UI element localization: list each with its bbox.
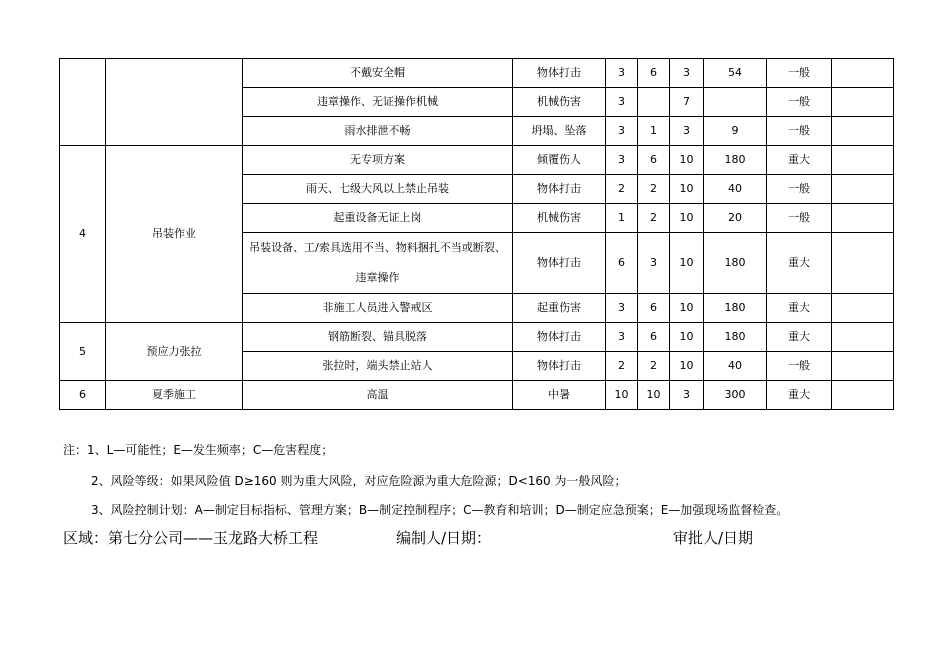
cell-e [638, 88, 670, 117]
cell-accident: 中暑 [513, 381, 606, 410]
cell-c: 10 [670, 204, 704, 233]
cell-e: 1 [638, 117, 670, 146]
cell-level: 重大 [767, 294, 832, 323]
cell-d: 20 [704, 204, 767, 233]
cell-no: 5 [60, 323, 106, 381]
cell-no: 6 [60, 381, 106, 410]
compiler-label: 编制人/日期： [396, 529, 492, 547]
cell-activity: 吊装作业 [106, 146, 243, 323]
cell-l: 3 [606, 294, 638, 323]
cell-e: 10 [638, 381, 670, 410]
cell-accident: 起重伤害 [513, 294, 606, 323]
cell-level: 一般 [767, 175, 832, 204]
cell-d: 40 [704, 352, 767, 381]
cell-d: 9 [704, 117, 767, 146]
cell-l: 3 [606, 88, 638, 117]
note-control-plan: 3、风险控制计划：A—制定目标指标、管理方案；B—制定控制程序；C—教育和培训；D—制定应急预案；E—加强现场监督检查。 [91, 503, 789, 517]
cell-hazard: 吊装设备、工/索具选用不当、物料捆扎不当或断裂、违章操作 [243, 233, 513, 294]
cell-e: 2 [638, 175, 670, 204]
cell-d: 180 [704, 294, 767, 323]
cell-control [832, 117, 894, 146]
cell-d: 180 [704, 146, 767, 175]
cell-control [832, 204, 894, 233]
cell-level: 一般 [767, 117, 832, 146]
cell-control [832, 294, 894, 323]
cell-activity: 预应力张拉 [106, 323, 243, 381]
note-legend: 注：1、L—可能性；E—发生频率；C—危害程度； [63, 443, 334, 457]
cell-c: 3 [670, 381, 704, 410]
table-row [60, 146, 894, 175]
cell-level: 重大 [767, 323, 832, 352]
cell-d: 54 [704, 59, 767, 88]
cell-level: 一般 [767, 352, 832, 381]
cell-level: 一般 [767, 59, 832, 88]
cell-hazard: 高温 [243, 381, 513, 410]
cell-control [832, 381, 894, 410]
cell-level: 一般 [767, 88, 832, 117]
cell-no [60, 59, 106, 146]
cell-level: 重大 [767, 146, 832, 175]
cell-no: 4 [60, 146, 106, 323]
approver-label: 审批人/日期 [673, 529, 754, 547]
cell-accident: 物体打击 [513, 233, 606, 294]
cell-hazard: 雨天、七级大风以上禁止吊装 [243, 175, 513, 204]
cell-c: 7 [670, 88, 704, 117]
cell-accident: 机械伤害 [513, 204, 606, 233]
cell-level: 重大 [767, 381, 832, 410]
cell-d: 300 [704, 381, 767, 410]
cell-hazard: 违章操作、无证操作机械 [243, 88, 513, 117]
cell-l: 3 [606, 323, 638, 352]
cell-c: 10 [670, 323, 704, 352]
cell-e: 6 [638, 323, 670, 352]
cell-e: 2 [638, 352, 670, 381]
cell-level: 重大 [767, 233, 832, 294]
table-row [60, 323, 894, 352]
risk-table [59, 58, 894, 410]
cell-c: 10 [670, 175, 704, 204]
cell-level: 一般 [767, 204, 832, 233]
cell-l: 10 [606, 381, 638, 410]
cell-hazard: 非施工人员进入警戒区 [243, 294, 513, 323]
cell-e: 6 [638, 59, 670, 88]
cell-l: 3 [606, 117, 638, 146]
cell-hazard: 不戴安全帽 [243, 59, 513, 88]
cell-d [704, 88, 767, 117]
cell-activity: 夏季施工 [106, 381, 243, 410]
note-risk-level: 2、风险等级：如果风险值 D≥160 则为重大风险，对应危险源为重大危险源；D<160 为一般风险； [91, 474, 627, 488]
cell-e: 6 [638, 146, 670, 175]
cell-c: 3 [670, 59, 704, 88]
cell-activity [106, 59, 243, 146]
cell-accident: 物体打击 [513, 59, 606, 88]
cell-control [832, 323, 894, 352]
cell-d: 180 [704, 233, 767, 294]
cell-accident: 物体打击 [513, 323, 606, 352]
cell-e: 2 [638, 204, 670, 233]
cell-l: 2 [606, 352, 638, 381]
cell-hazard: 起重设备无证上岗 [243, 204, 513, 233]
cell-hazard: 张拉时，端头禁止站人 [243, 352, 513, 381]
cell-e: 6 [638, 294, 670, 323]
cell-control [832, 352, 894, 381]
cell-accident: 倾覆伤人 [513, 146, 606, 175]
cell-c: 10 [670, 352, 704, 381]
cell-accident: 物体打击 [513, 175, 606, 204]
footer [63, 527, 893, 547]
cell-l: 6 [606, 233, 638, 294]
cell-c: 10 [670, 233, 704, 294]
cell-c: 10 [670, 146, 704, 175]
cell-accident: 物体打击 [513, 352, 606, 381]
table-row [60, 381, 894, 410]
cell-control [832, 233, 894, 294]
cell-hazard: 雨水排泄不畅 [243, 117, 513, 146]
cell-c: 10 [670, 294, 704, 323]
cell-l: 2 [606, 175, 638, 204]
cell-control [832, 59, 894, 88]
cell-hazard: 钢筋断裂、锚具脱落 [243, 323, 513, 352]
table-row [60, 59, 894, 88]
cell-l: 1 [606, 204, 638, 233]
cell-control [832, 88, 894, 117]
cell-e: 3 [638, 233, 670, 294]
cell-control [832, 175, 894, 204]
cell-d: 40 [704, 175, 767, 204]
cell-accident: 坍塌、坠落 [513, 117, 606, 146]
cell-c: 3 [670, 117, 704, 146]
cell-accident: 机械伤害 [513, 88, 606, 117]
region-label: 区域：第七分公司——玉龙路大桥工程 [63, 529, 319, 547]
cell-hazard: 无专项方案 [243, 146, 513, 175]
cell-l: 3 [606, 146, 638, 175]
cell-l: 3 [606, 59, 638, 88]
cell-control [832, 146, 894, 175]
cell-d: 180 [704, 323, 767, 352]
